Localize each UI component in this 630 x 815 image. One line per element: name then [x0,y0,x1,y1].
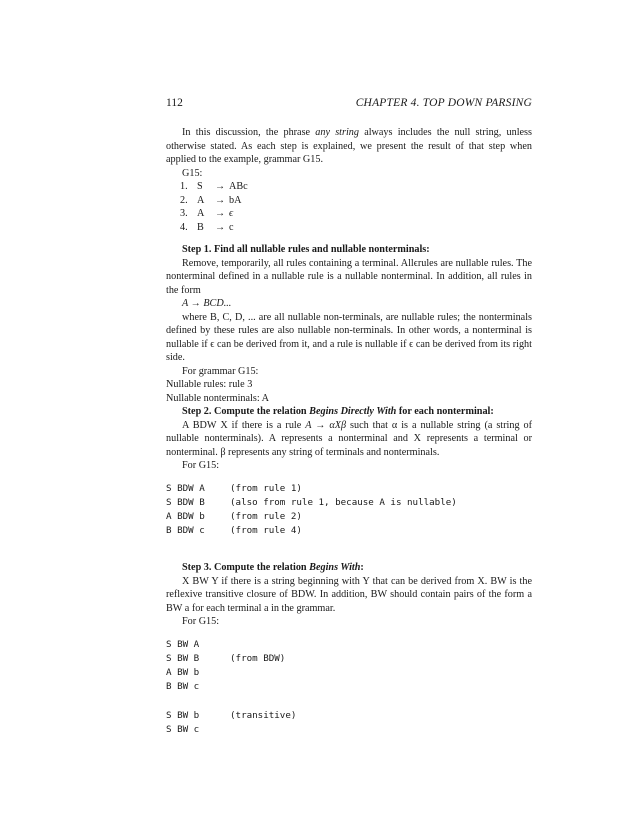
grammar-label: G15: [182,167,203,179]
nullable-nonterminals: Nullable nonterminals: A [166,392,269,404]
relation: S BW A [166,638,200,650]
bw-row [166,652,532,666]
step2-text-pre: A BDW X if there is a rule [182,419,306,431]
running-head [166,97,532,111]
rule-lhs: B [197,221,204,233]
bw-row [166,666,532,680]
bw-row [166,723,532,737]
step1-title: Step 1. Find all nullable rules and nullable nonterminals: [182,244,430,255]
rule-number: 2. [180,194,188,206]
bw-row [166,680,532,694]
arrow-icon: → [215,181,226,192]
nullable-rules: Nullable rules: rule 3 [166,379,253,390]
relation: A BW b [166,667,200,679]
relation: B BDW c [166,525,205,537]
relation-note: (from rule 2) [230,510,302,522]
intro-text-pre: In this discussion, the phrase [182,127,316,138]
bw-row [166,709,532,723]
grammar-rule [166,207,532,221]
step1-paragraph: Remove, temporarily, all rules containing a terminal. Allϵrules are nullable rules. The nonterminal defined in a nullable rule is a nullable nonterminal. In addition, all rules in the form [166,257,532,296]
relation: S BW B [166,652,200,664]
rule-rhs: c [229,221,234,233]
step3-title-post: : [360,562,364,574]
rule-lhs: S [197,181,203,192]
page-number: 112 [166,97,183,109]
step3-for-label: For G15: [182,616,220,628]
chapter-title: CHAPTER 4. TOP DOWN PARSING [355,97,532,109]
arrow-icon: → [215,208,226,219]
rule-rhs: bA [229,194,242,206]
step3-title-emphasis: Begins With [309,562,361,574]
arrow-icon: → [215,194,226,206]
bdw-listing [166,482,532,539]
rule-lhs: A [197,194,205,206]
step1-paragraph-2: where B, C, D, ... are all nullable non-terminals, are nullable rules; the nonterminals defined by these rules are also nullable non-terminals. In other words, a nonterminal is nullable if ϵ can be derived from it, and a rule is nullable if ϵ can be derived from its right side. [166,311,532,363]
step3-title-pre: Step 3. Compute the relation [182,562,310,574]
relation-note: (also from rule 1, because A is nullable) [230,496,457,508]
relation-note: (transitive) [230,709,297,721]
relation: S BDW A [166,482,205,494]
spacer [166,695,532,709]
bdw-row [166,524,532,538]
arrow-icon: → [215,221,226,233]
step1-formula: A → BCD... [182,298,232,309]
relation-note: (from rule 1) [230,482,302,494]
relation-note: (from BDW) [230,652,286,664]
step2-title [166,405,532,419]
grammar-rule [166,180,532,194]
step2-title-pre: Step 2. Compute the relation [182,406,310,417]
rule-rhs: ABc [229,181,248,192]
step3-paragraph: X BW Y if there is a string beginning with Y that can be derived from X. BW is the reflexive transitive closure of BDW. In addition, BW should contain pairs of the form a BW a for each terminal a in the grammar. [166,575,532,614]
bdw-row [166,482,532,496]
intro-emphasis: any string [315,127,359,138]
rule-number: 3. [180,208,188,219]
bdw-row [166,496,532,510]
intro-paragraph [166,126,532,167]
step2-text-post: such that α is a nullable string (a string of nullable nonterminals). A represents a nonterminal and X represents a terminal or nonterminal. β represents any string of terminals and nonterminals. [166,419,532,458]
relation: S BDW B [166,496,205,508]
rule-number: 4. [180,221,188,233]
grammar-rules [166,180,532,234]
intro-text-post: always includes the null string, unless otherwise stated. As each step is explained, we present the result of that step when applied to the example, grammar G15. [166,127,532,165]
relation: B BW c [166,681,200,693]
rule-lhs: A [197,208,205,219]
relation: S BW b [166,709,200,721]
step2-paragraph [166,419,532,460]
step1-for-label: For grammar G15: [182,365,259,377]
step3-title [166,561,532,575]
relation: S BW c [166,723,200,735]
bw-row [166,638,532,652]
rule-number: 1. [180,181,188,192]
step2-for-label: For G15: [182,460,220,471]
page-body [166,126,532,737]
relation: A BDW b [166,510,205,522]
bdw-row [166,510,532,524]
relation-note: (from rule 4) [230,525,302,537]
step2-formula: A → αXβ [305,419,347,431]
grammar-rule [166,221,532,235]
step2-title-post: for each nonterminal: [396,406,494,417]
bw-listing [166,638,532,737]
step2-title-emphasis: Begins Directly With [309,406,397,417]
rule-rhs: ϵ [229,208,234,219]
grammar-rule [166,194,532,208]
